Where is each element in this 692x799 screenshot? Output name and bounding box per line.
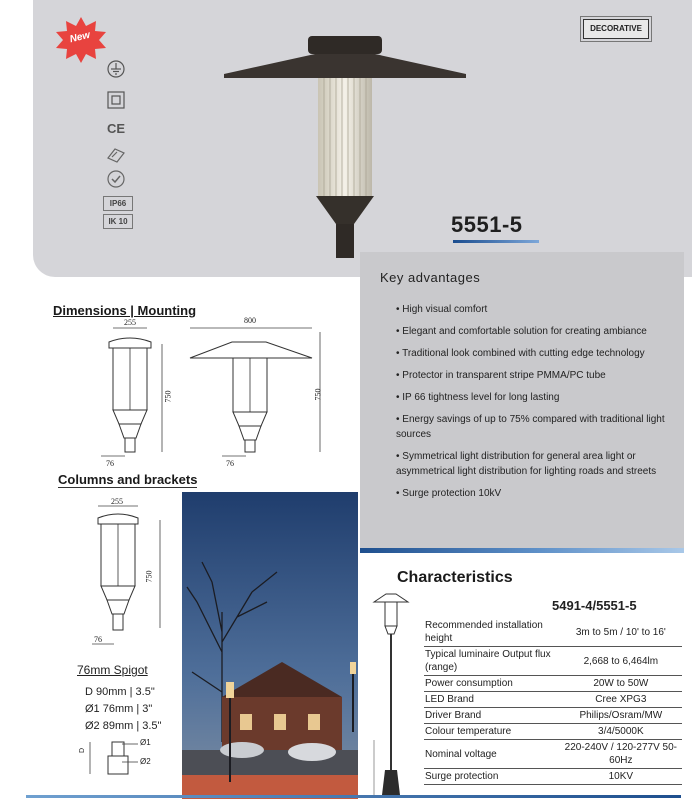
class-ii-icon [103,91,129,109]
pole-illustration [366,590,416,797]
spigot-dimension: Ø1 76mm | 3" [85,703,153,715]
key-advantages-list [396,302,680,508]
spec-value: 3/4/5000K [560,724,682,740]
characteristics-title: Characteristics [397,569,513,586]
characteristics-model: 5491-4/5551-5 [552,598,637,613]
list-item: • Elegant and comfortable solution for creating ambiance [396,326,647,337]
spigot-d-label: D [79,747,87,754]
table-row [424,708,682,724]
spec-label: Colour temperature [424,724,560,740]
accent-stripe [360,548,684,553]
spec-label: Power consumption [424,676,560,692]
dim-spigot-label: 76 [106,459,114,468]
dim-spigot-label: 76 [94,635,102,644]
list-item: • Symmetrical light distribution for general area light or asymmetrical light distribution for lighting roads and streets [396,451,657,477]
ik-rating-badge: IK 10 [103,214,133,229]
luminaire-product-image [220,30,470,258]
spec-label: LED Brand [424,692,560,708]
earth-ground-icon [103,60,129,78]
table-row [424,724,682,740]
spigot-title: 76mm Spigot [77,663,148,677]
spec-value: 10KV [560,769,682,785]
list-item: • Traditional look combined with cutting edge technology [396,348,645,359]
dim-width-label: 800 [244,316,256,325]
spec-label: Surge protection [424,769,560,785]
new-badge-label: New [68,29,92,46]
dim-height-label: 750 [313,388,323,401]
spigot-o2-label: Ø2 [140,757,151,766]
characteristics-table [424,618,682,785]
category-label: DECORATIVE [583,19,649,39]
installation-photo [182,492,358,799]
spigot-dimension: Ø2 89mm | 3.5" [85,720,162,732]
enec-mark-icon [103,146,129,164]
key-advantages-title: Key advantages [380,270,481,285]
table-row [424,740,682,769]
list-item: • Surge protection 10kV [396,488,502,499]
spec-value: 2,668 to 6,464lm [560,647,682,676]
table-row [424,676,682,692]
bracket-drawing [88,496,178,646]
dim-spigot-label: 76 [226,459,234,468]
spec-label: Driver Brand [424,708,560,724]
spec-value: 220-240V / 120-277V 50-60Hz [560,740,682,769]
spec-value: 3m to 5m / 10' to 16' [560,618,682,647]
spec-label: Recommended installation height [424,618,560,647]
list-item: • Energy savings of up to 75% compared with traditional light sources [396,414,665,440]
ce-mark-icon: CE [106,120,126,136]
spec-value: Cree XPG3 [560,692,682,708]
dim-height-label: 750 [144,570,154,583]
columns-brackets-title: Columns and brackets [58,472,198,487]
ip-rating-badge: IP66 [103,196,133,211]
spec-label: Nominal voltage [424,740,560,769]
spec-value: 20W to 50W [560,676,682,692]
table-row [424,769,682,785]
spigot-o1-label: Ø1 [140,738,151,747]
dimension-drawing-side [186,318,328,468]
spigot-dimension: D 90mm | 3.5" [85,686,155,698]
dim-height-label: 750 [163,390,173,403]
table-row [424,692,682,708]
dimensions-title: Dimensions | Mounting [53,303,197,318]
checkmark-cert-icon [103,170,129,188]
dim-width-label: 255 [111,497,123,506]
spec-label: Typical luminaire Output flux (range) [424,647,560,676]
dim-width-label: 255 [124,318,136,327]
list-item: • Protector in transparent stripe PMMA/PC tube [396,370,606,381]
model-underline [453,240,539,243]
list-item: • High visual comfort [396,304,488,315]
list-item: • IP 66 tightness level for long lasting [396,392,560,403]
table-row [424,647,682,676]
footer-stripe [26,795,681,798]
table-row [424,618,682,647]
product-model-number: 5551-5 [451,212,523,237]
spec-value: Philips/Osram/MW [560,708,682,724]
